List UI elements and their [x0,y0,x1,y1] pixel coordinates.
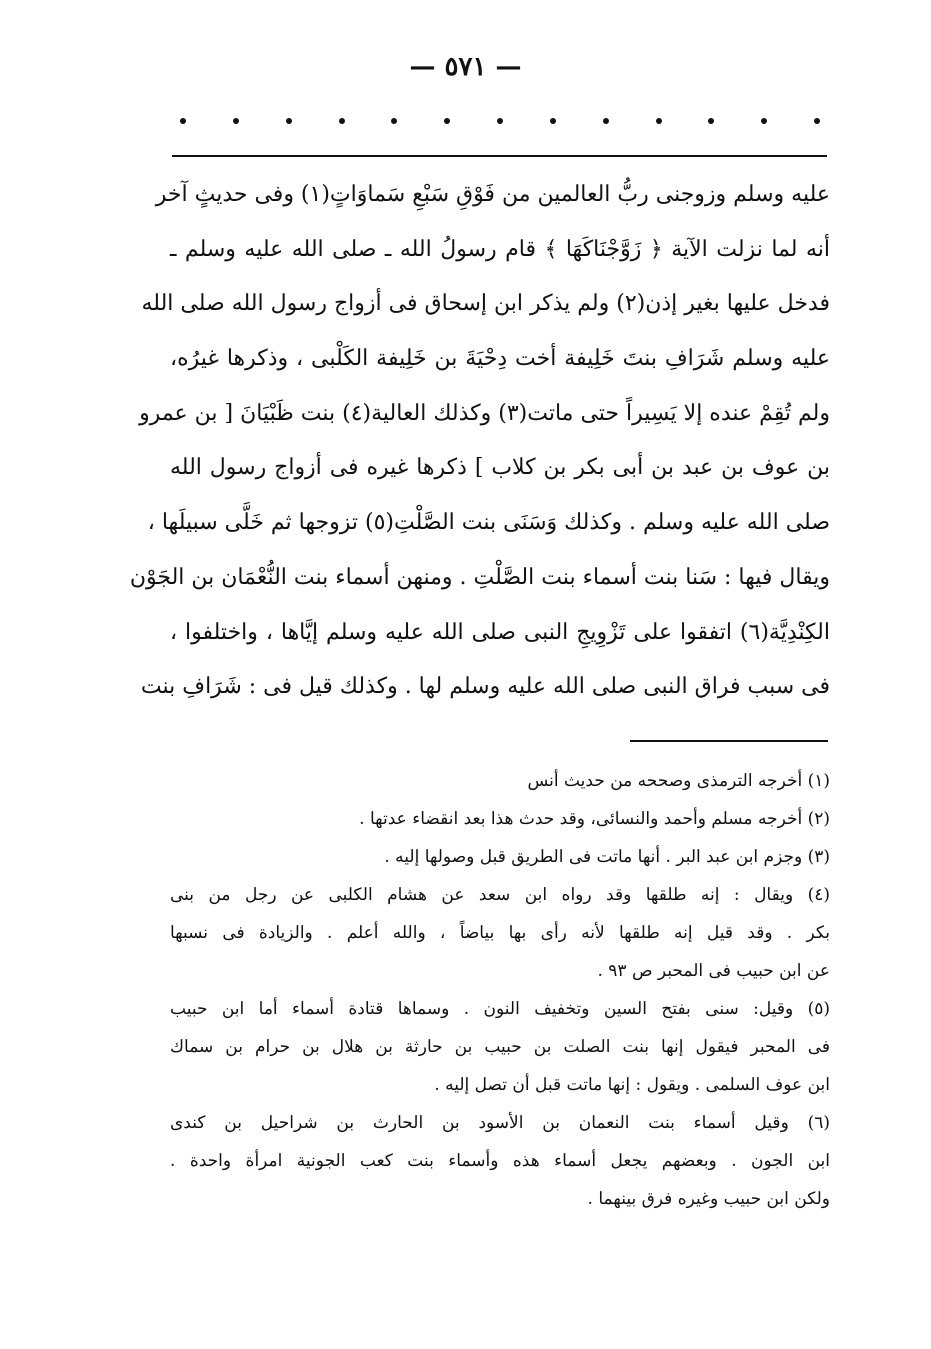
separator-dot [708,118,714,124]
separator-dot [761,118,767,124]
separator-dot [603,118,609,124]
text-line: ويقال فيها : سَنا بنت أسماء بنت الصَّلْتِ . ومنهن أسماء بنت النُّعْمَان بن الجَوْن [129,564,830,590]
text-line: فى سبب فراق النبى صلى الله عليه وسلم لها . وكذلك قيل فى : شَرَافِ بنت [140,674,830,700]
footnote-line: (١) أخرجه الترمذى وصححه من حديث أنس [527,771,830,791]
footnote-line: (٥) وقيل: سنى بفتح السين وتخفيف النون . وسماها قتادة أسماء أما ابن حبيب [170,999,830,1019]
dotted-separator [180,118,820,124]
top-rule [172,155,827,157]
text-line: ولم تُقِمْ عنده إلا يَسِيراً حتى ماتت(٣) وكذلك العالية(٤) بنت ظَبْيَانَ [ بن عمرو [139,400,830,426]
footnote-line: ولكن ابن حبيب وغيره فرق بينهما . [587,1189,830,1209]
footnote-line: عن ابن حبيب فى المحبر ص ٩٣ . [597,961,830,981]
separator-dot [180,118,186,124]
footnote-line: فى المحبر فيقول إنها بنت الصلت بن حبيب بن حارثة بن هلال بن حرام بن سماك [170,1037,830,1057]
footnote-line: (٣) وجزم ابن عبد البر . أنها ماتت فى الطريق قبل وصولها إليه . [384,847,830,867]
footnote-line: ابن عوف السلمى . ويقول : إنها ماتت قبل أن تصل إليه . [434,1075,830,1095]
separator-dot [814,118,820,124]
text-line: الكِنْدِيَّة(٦) اتفقوا على تَزْوِيجِ النبى صلى الله عليه وسلم إيَّاها ، واختلفوا ، [170,619,830,645]
separator-dot [656,118,662,124]
separator-dot [444,118,450,124]
text-line: بن عوف بن عبد بن أبى بكر بن كلاب ] ذكرها غيره فى أزواج رسول الله [170,455,830,481]
footnote-line: (٢) أخرجه مسلم وأحمد والنسائى، وقد حدث هذا بعد انقضاء عدتها . [359,809,830,829]
text-line: صلى الله عليه وسلم . وكذلك وَسَنَى بنت الصَّلْتِ(٥) تزوجها ثم خَلَّى سبيلَها ، [147,510,830,536]
footnotes [170,762,830,1218]
separator-dot [391,118,397,124]
footnote-line: بكر . وقد قيل إنه طلقها لأنه رأى بها بياضاً ، والله أعلم . والزيادة فى نسبها [170,923,830,943]
footnote-rule [630,740,828,742]
text-line: فدخل عليها بغير إذن(٢) ولم يذكر ابن إسحاق فى أزواج رسول الله صلى الله [141,291,830,317]
text-line: عليه وسلم شَرَافِ بنتَ خَلِيفة أخت دِحْيَةَ بن خَلِيفة الكَلْبى ، وذكرها غيرُه، [170,346,830,372]
footnote-line: (٤) ويقال : إنه طلقها وقد رواه ابن سعد عن هشام الكلبى عن رجل من بنى [170,885,830,905]
separator-dot [233,118,239,124]
text-line: أنه لما نزلت الآية ﴿ زَوَّجْنَاكَهَا ﴾ قام رسولُ الله ـ صلى الله عليه وسلم ـ [170,236,830,262]
text-line: عليه وسلم وزوجنى ربُّ العالمين من فَوْقِ سَبْعِ سَماوَاتٍ(١) وفى حديثٍ آخر [155,182,830,207]
separator-dot [497,118,503,124]
page-number: — ٥٧١ — [409,52,522,82]
footnote-line: ابن الجون . وبعضهم يجعل أسماء هذه وأسماء بنت كعب الجونية امرأة واحدة . [170,1151,830,1171]
main-text [129,168,830,715]
footnote-line: (٦) وقيل أسماء بنت النعمان بن الأسود بن الحارث بن شراحيل بن كندى [170,1113,830,1133]
separator-dot [550,118,556,124]
separator-dot [339,118,345,124]
separator-dot [286,118,292,124]
